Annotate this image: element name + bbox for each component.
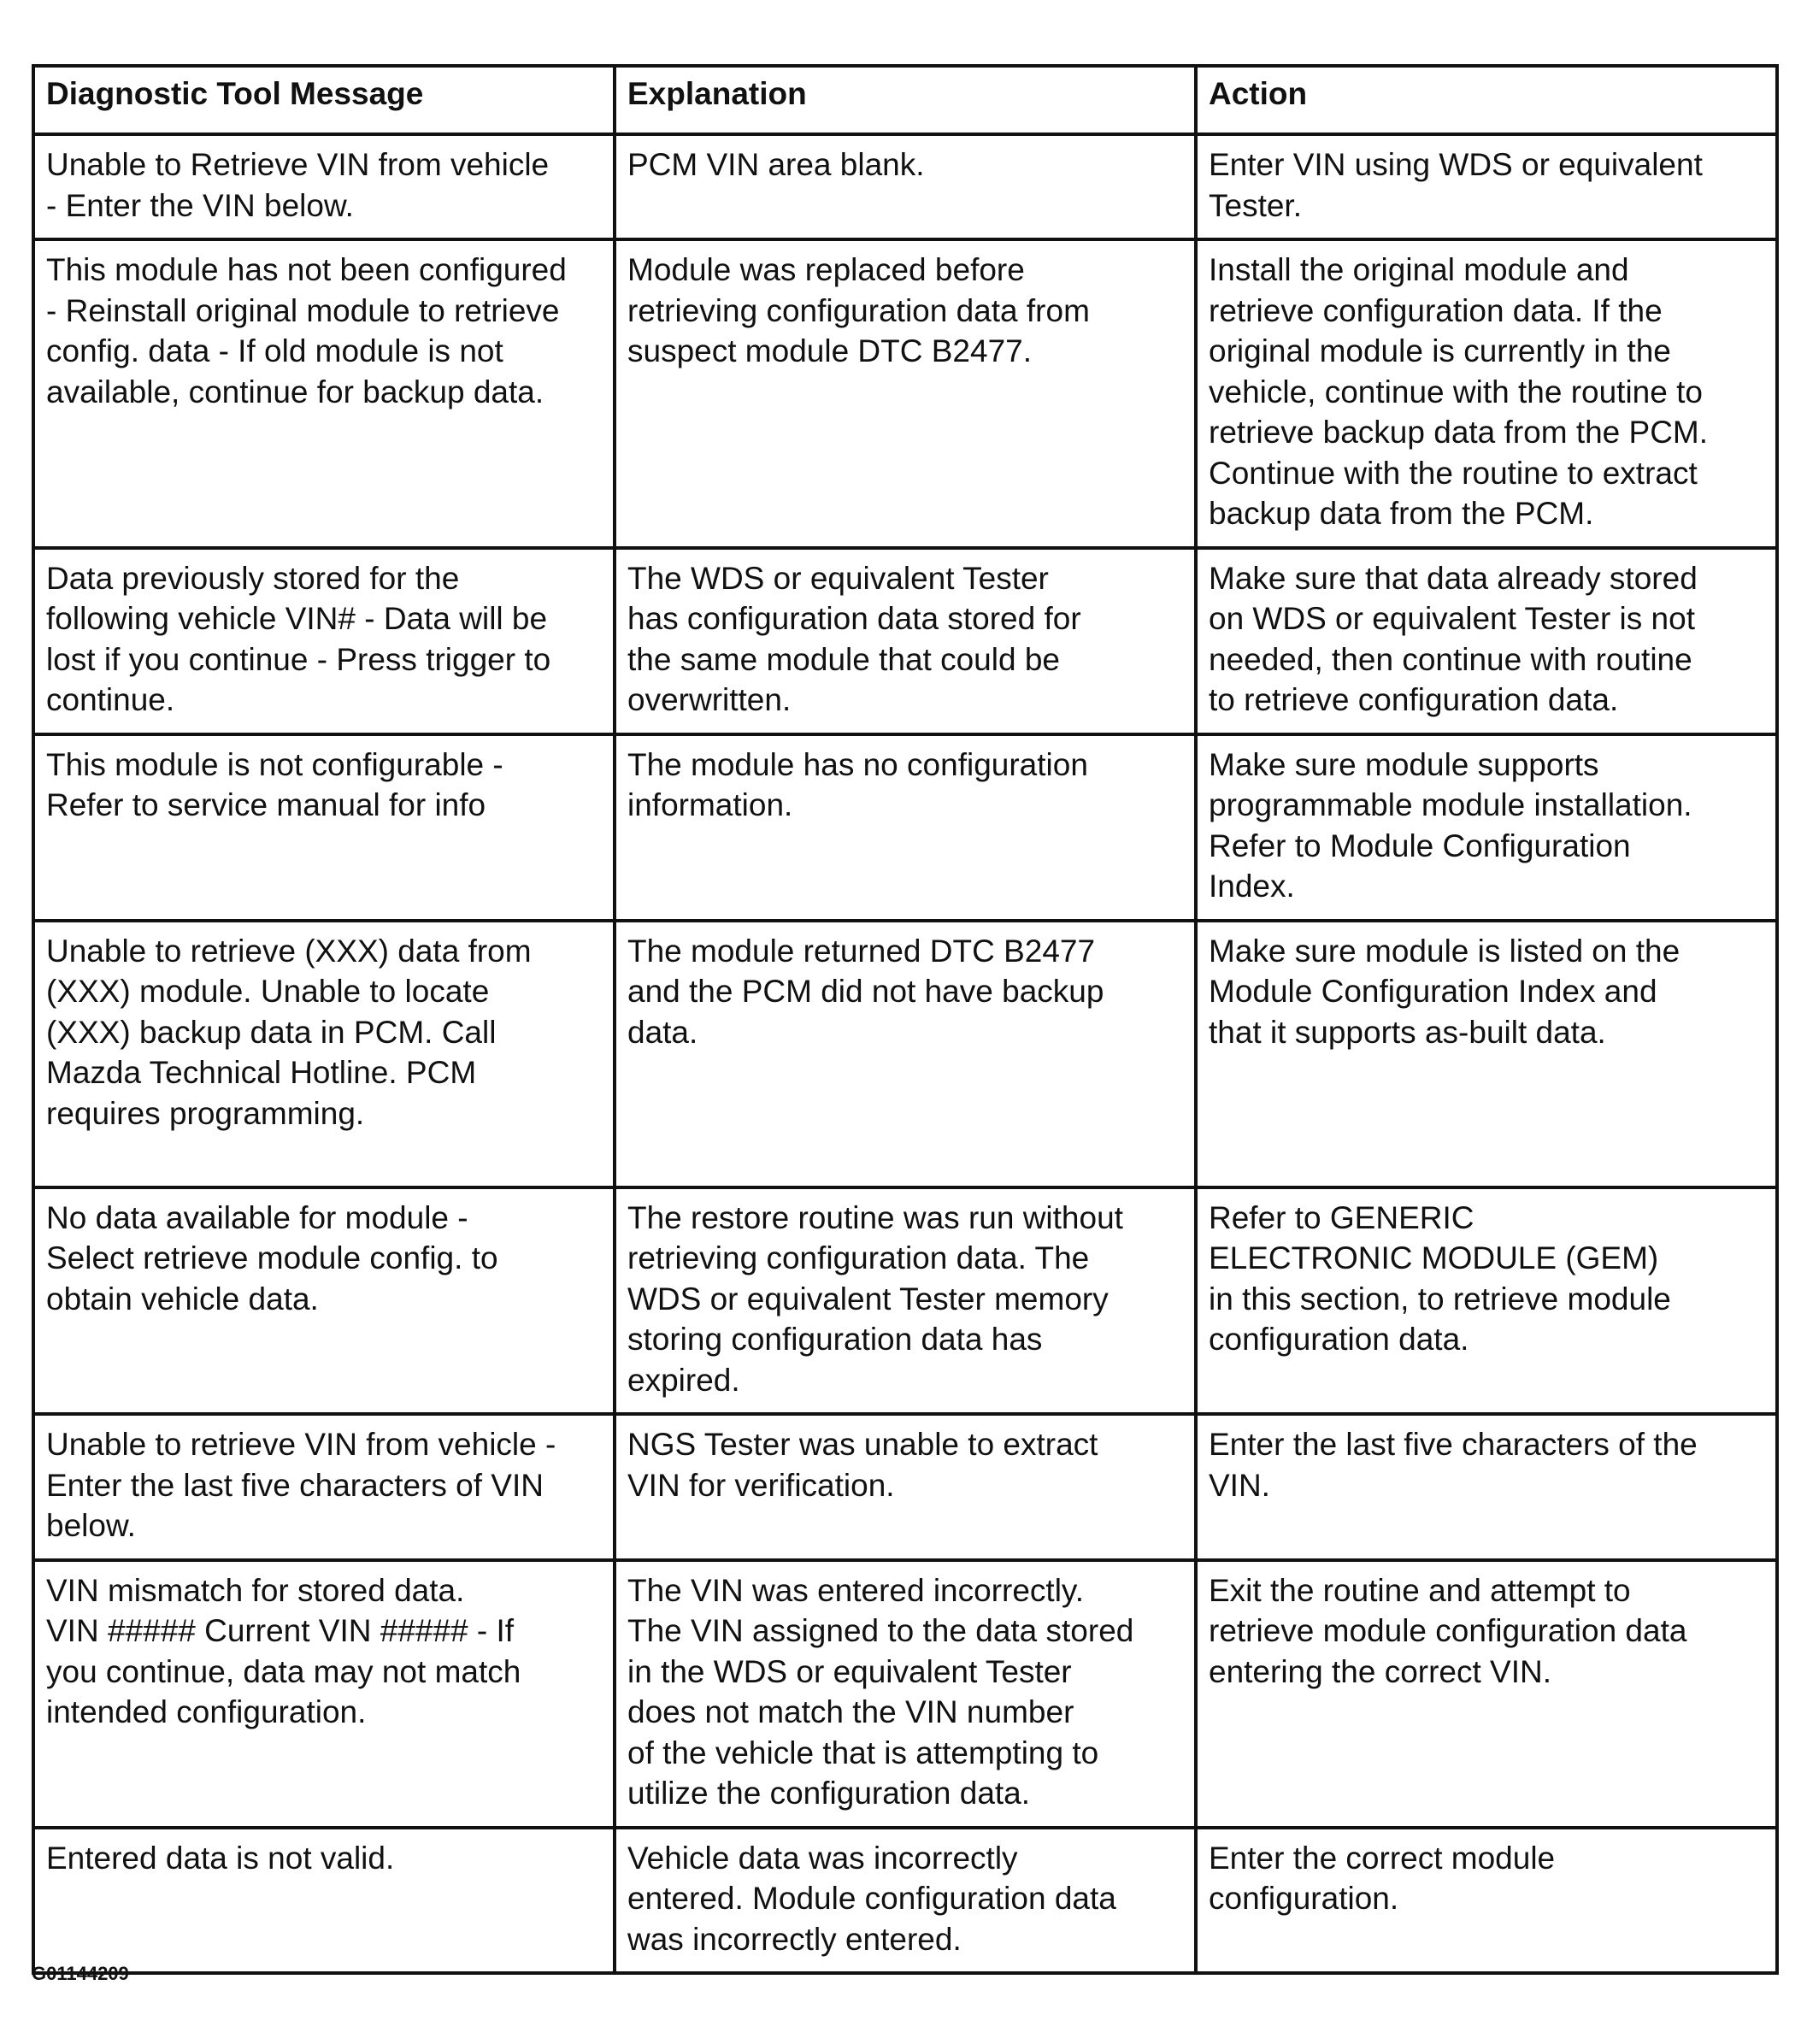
table-row: [33, 921, 1777, 1187]
message-cell: Data previously stored for the following vehicle VIN# - Data will be lost if you continue - Press trigger to continue.: [33, 548, 615, 734]
explanation-cell: Module was replaced before retrieving configuration data from suspect module DTC B2477.: [615, 239, 1196, 548]
explanation-cell: The restore routine was run without retrieving configuration data. The WDS or equivalent Tester memory storing configuration data has expired.: [615, 1187, 1196, 1415]
message-cell: VIN mismatch for stored data. VIN ##### Current VIN ##### - If you continue, data may not match intended configuration.: [33, 1560, 615, 1828]
message-cell: This module is not configurable - Refer to service manual for info: [33, 734, 615, 921]
explanation-cell: The WDS or equivalent Tester has configuration data stored for the same module that could be overwritten.: [615, 548, 1196, 734]
message-cell: Entered data is not valid.: [33, 1828, 615, 1974]
figure-id: G01144209: [32, 1963, 129, 1984]
explanation-cell: NGS Tester was unable to extract VIN for verification.: [615, 1414, 1196, 1560]
message-cell: This module has not been configured - Reinstall original module to retrieve config. data - If old module is not available, continue for backup data.: [33, 239, 615, 548]
action-cell: Install the original module and retrieve configuration data. If the original module is currently in the vehicle, continue with the routine to retrieve backup data from the PCM. Continue with the routine to extract backup data from the PCM.: [1196, 239, 1777, 548]
table-row: [33, 134, 1777, 239]
explanation-cell: The module returned DTC B2477 and the PCM did not have backup data.: [615, 921, 1196, 1187]
table-row: [33, 734, 1777, 921]
column-header-explanation: Explanation: [615, 66, 1196, 134]
message-cell: Unable to retrieve (XXX) data from (XXX) module. Unable to locate (XXX) backup data in PCM. Call Mazda Technical Hotline. PCM requires programming.: [33, 921, 615, 1187]
action-cell: Make sure module supports programmable module installation. Refer to Module Configuration Index.: [1196, 734, 1777, 921]
explanation-cell: The module has no configuration information.: [615, 734, 1196, 921]
explanation-cell: Vehicle data was incorrectly entered. Module configuration data was incorrectly entered.: [615, 1828, 1196, 1974]
action-cell: Exit the routine and attempt to retrieve module configuration data entering the correct VIN.: [1196, 1560, 1777, 1828]
action-cell: Enter the correct module configuration.: [1196, 1828, 1777, 1974]
table-row: [33, 1560, 1777, 1828]
action-cell: Enter VIN using WDS or equivalent Tester.: [1196, 134, 1777, 239]
action-cell: Make sure module is listed on the Module Configuration Index and that it supports as-built data.: [1196, 921, 1777, 1187]
message-cell: No data available for module - Select retrieve module config. to obtain vehicle data.: [33, 1187, 615, 1415]
action-cell: Enter the last five characters of the VIN.: [1196, 1414, 1777, 1560]
message-cell: Unable to retrieve VIN from vehicle - Enter the last five characters of VIN below.: [33, 1414, 615, 1560]
table-row: [33, 548, 1777, 734]
message-cell: Unable to Retrieve VIN from vehicle - Enter the VIN below.: [33, 134, 615, 239]
table-header-row: [33, 66, 1777, 134]
table-row: [33, 1828, 1777, 1974]
diagnostic-message-table: [32, 64, 1779, 1975]
action-cell: Make sure that data already stored on WDS or equivalent Tester is not needed, then continue with routine to retrieve configuration data.: [1196, 548, 1777, 734]
table-row: [33, 1414, 1777, 1560]
explanation-cell: The VIN was entered incorrectly. The VIN assigned to the data stored in the WDS or equivalent Tester does not match the VIN number of the vehicle that is attempting to utilize the configuration data.: [615, 1560, 1196, 1828]
table-row: [33, 1187, 1777, 1415]
column-header-action: Action: [1196, 66, 1777, 134]
explanation-cell: PCM VIN area blank.: [615, 134, 1196, 239]
column-header-message: Diagnostic Tool Message: [33, 66, 615, 134]
table-row: [33, 239, 1777, 548]
action-cell: Refer to GENERIC ELECTRONIC MODULE (GEM) in this section, to retrieve module configuration data.: [1196, 1187, 1777, 1415]
